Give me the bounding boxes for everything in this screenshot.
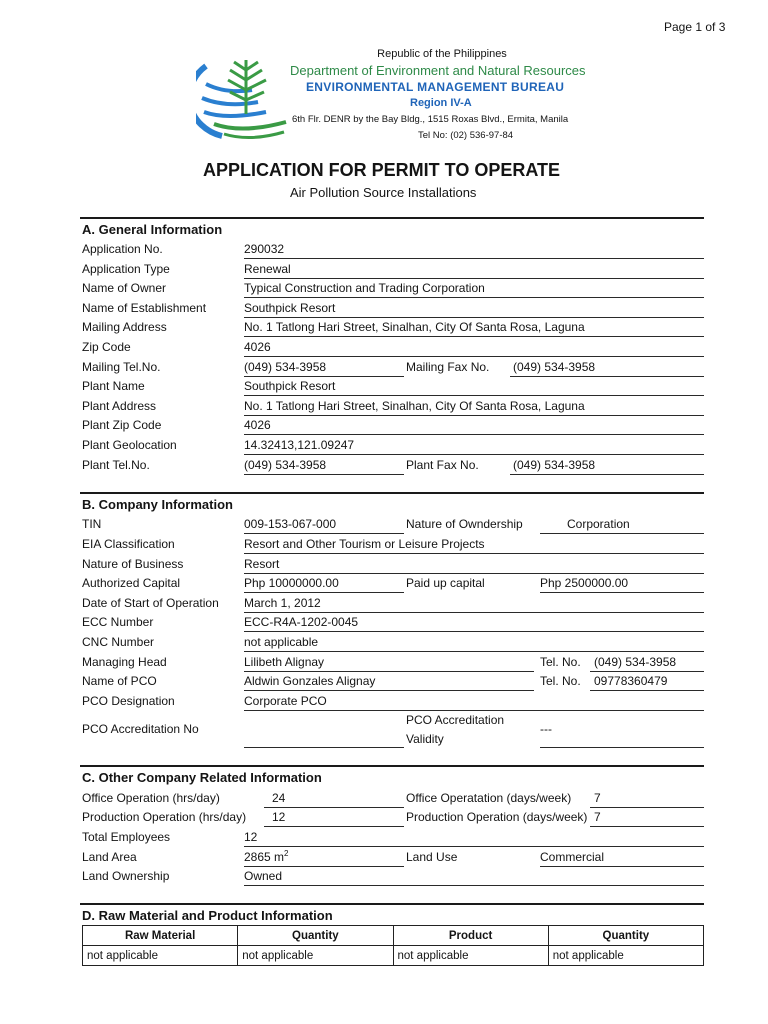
land-ownership-underline [244,885,704,886]
general-info-underline [244,415,704,416]
general-info-value: No. 1 Tatlong Hari Street, Sinalhan, City Of Santa Rosa, Laguna [244,320,585,334]
ownership-value: Corporation [567,517,630,531]
land-area-underline [244,866,404,867]
capital-underline [244,592,404,593]
general-info-label: Application No. [82,242,163,256]
general-info-label: Mailing Tel.No. [82,360,161,374]
employees-label: Total Employees [82,830,171,844]
general-info-label: Plant Zip Code [82,418,162,432]
pco-valid-underline [540,747,704,748]
cnc-label: CNC Number [82,635,155,649]
office-hrs-underline [264,807,404,808]
capital-label: Authorized Capital [82,576,181,590]
pco-desig-value: Corporate PCO [244,694,327,708]
general-info-value: Southpick Resort [244,379,336,393]
pco-tel-value: 09778360479 [594,674,668,688]
prod-hrs-label: Production Operation (hrs/day) [82,810,247,824]
section-d-rule [80,903,704,905]
land-area-number: 2865 m [244,850,285,864]
page-number: Page 1 of 3 [664,20,726,34]
cell-quantity-2: not applicable [548,946,703,966]
general-info-underline [244,434,704,435]
cell-raw-material: not applicable [83,946,238,966]
prod-days-label: Production Operation (days/week) [406,810,588,824]
office-hrs-value: 24 [272,791,286,805]
start-underline [244,612,704,613]
start-label: Date of Start of Operation [82,596,219,610]
general-info-underline-2 [510,376,704,377]
eia-underline [244,553,704,554]
general-info-value: Renewal [244,262,291,276]
col-raw-material: Raw Material [83,926,238,946]
section-b-rule [80,492,704,494]
eia-value: Resort and Other Tourism or Leisure Projects [244,537,485,551]
general-info-label: Name of Establishment [82,301,207,315]
ecc-underline [244,631,704,632]
head-tel-underline [590,671,704,672]
general-info-label-2: Mailing Fax No. [406,360,490,374]
pco-tel-label: Tel. No. [540,674,581,688]
general-info-value-2: (049) 534-3958 [513,360,596,374]
ecc-value: ECC-R4A-1202-0045 [244,615,359,629]
general-info-label: Plant Geolocation [82,438,177,452]
general-info-underline [244,454,704,455]
general-info-label: Application Type [82,262,170,276]
office-hrs-label: Office Operation (hrs/day) [82,791,220,805]
employees-underline [244,846,704,847]
head-label: Managing Head [82,655,167,669]
general-info-underline [244,297,704,298]
pco-valid-label-2: Validity [406,732,444,746]
general-info-underline [244,258,704,259]
office-days-label: Office Operatation (days/week) [406,791,572,805]
land-use-value: Commercial [540,850,605,864]
head-tel-value: (049) 534-3958 [594,655,677,669]
table-row [83,946,704,966]
general-info-value: No. 1 Tatlong Hari Street, Sinalhan, City Of Santa Rosa, Laguna [244,399,585,413]
general-info-label: Plant Name [82,379,145,393]
general-info-label: Zip Code [82,340,131,354]
table-header-row [83,926,704,946]
cell-quantity-1: not applicable [238,946,393,966]
pco-accr-label: PCO Accreditation No [82,722,199,736]
business-underline [244,573,704,574]
pco-valid-label-1: PCO Accreditation [406,713,505,727]
col-quantity-2: Quantity [548,926,703,946]
pco-tel-underline [590,690,704,691]
ownership-label: Nature of Owndership [406,517,523,531]
section-a-title: A. General Information [82,222,223,237]
header-tel: Tel No: (02) 536-97-84 [418,130,514,141]
land-area-label: Land Area [82,850,137,864]
cnc-underline [244,651,704,652]
logo-green-band-2 [224,132,284,138]
section-d-title: D. Raw Material and Product Information [82,908,333,923]
pco-valid-value: --- [540,722,552,736]
paidup-value: Php 2500000.00 [540,576,629,590]
header-region: Region IV-A [410,97,472,109]
land-area-sup: 2 [284,849,289,858]
capital-value: Php 10000000.00 [244,576,339,590]
pco-label: Name of PCO [82,674,157,688]
prod-hrs-value: 12 [272,810,286,824]
paidup-underline [540,592,704,593]
section-c-rule [80,765,704,767]
pco-desig-underline [244,710,704,711]
logo-green-band-1 [214,122,286,129]
col-quantity-1: Quantity [238,926,393,946]
start-value: March 1, 2012 [244,596,321,610]
land-use-underline [540,866,704,867]
general-info-value: 4026 [244,418,271,432]
general-info-underline [244,356,704,357]
header-republic: Republic of the Philippines [377,48,507,60]
general-info-value-2: (049) 534-3958 [513,458,596,472]
land-use-label: Land Use [406,850,458,864]
land-area-value [244,850,288,864]
business-label: Nature of Business [82,557,184,571]
general-info-value: 4026 [244,340,271,354]
header-department: Department of Environment and Natural Resources [290,63,586,78]
general-info-value: 290032 [244,242,285,256]
pco-underline [244,690,534,691]
paidup-label: Paid up capital [406,576,485,590]
general-info-underline [244,336,704,337]
tin-value: 009-153-067-000 [244,517,337,531]
logo-blue-band-3 [204,112,266,116]
general-info-underline [244,376,404,377]
pco-value: Aldwin Gonzales Alignay [244,674,376,688]
general-info-label-2: Plant Fax No. [406,458,479,472]
col-product: Product [393,926,548,946]
land-ownership-label: Land Ownership [82,869,170,883]
general-info-value: (049) 534-3958 [244,458,327,472]
prod-days-underline [590,826,704,827]
section-a-rule [80,217,704,219]
prod-hrs-underline [264,826,404,827]
form-title: APPLICATION FOR PERMIT TO OPERATE [203,160,561,180]
general-info-value: Southpick Resort [244,301,336,315]
eia-label: EIA Classification [82,537,175,551]
general-info-underline [244,317,704,318]
general-info-label: Name of Owner [82,281,167,295]
general-info-underline-2 [510,474,704,475]
business-value: Resort [244,557,280,571]
cnc-value: not applicable [244,635,319,649]
cell-product: not applicable [393,946,548,966]
tin-underline [244,533,404,534]
employees-value: 12 [244,830,258,844]
ownership-underline [540,533,704,534]
head-value: Lilibeth Alignay [244,655,325,669]
general-info-value: (049) 534-3958 [244,360,327,374]
denr-logo-icon [196,54,288,140]
general-info-value: 14.32413,121.09247 [244,438,355,452]
pco-accr-underline [244,747,404,748]
land-ownership-value: Owned [244,869,283,883]
office-days-underline [590,807,704,808]
general-info-value: Typical Construction and Trading Corporation [244,281,485,295]
pco-desig-label: PCO Designation [82,694,175,708]
section-b-title: B. Company Information [82,497,233,512]
general-info-underline [244,278,704,279]
head-tel-label: Tel. No. [540,655,581,669]
raw-material-table [82,925,704,966]
prod-days-value: 7 [594,810,601,824]
head-underline [244,671,534,672]
general-info-underline [244,395,704,396]
header-address: 6th Flr. DENR by the Bay Bldg., 1515 Roxas Blvd., Ermita, Manila [292,114,569,125]
general-info-label: Mailing Address [82,320,167,334]
tin-label: TIN [82,517,102,531]
section-c-title: C. Other Company Related Information [82,770,322,785]
header-bureau: ENVIRONMENTAL MANAGEMENT BUREAU [306,80,565,94]
general-info-underline [244,474,404,475]
form-subtitle: Air Pollution Source Installations [290,185,477,200]
general-info-label: Plant Tel.No. [82,458,150,472]
general-info-label: Plant Address [82,399,157,413]
ecc-label: ECC Number [82,615,154,629]
office-days-value: 7 [594,791,601,805]
